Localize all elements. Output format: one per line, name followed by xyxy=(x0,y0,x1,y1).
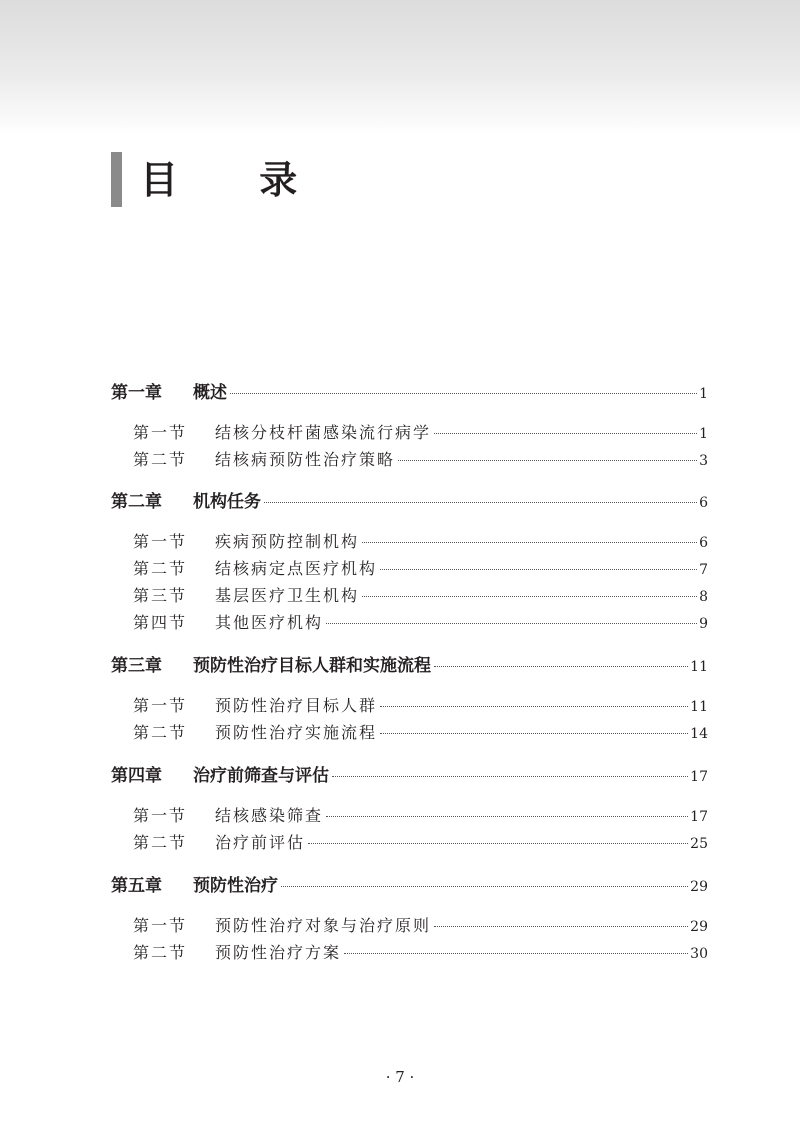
section-page: 25 xyxy=(690,836,708,852)
section-title: 结核病预防性治疗策略 xyxy=(215,450,396,469)
toc-section[interactable] xyxy=(133,420,708,443)
toc-chapter[interactable] xyxy=(111,651,708,676)
section-title: 基层医疗卫生机构 xyxy=(215,586,360,605)
section-page: 3 xyxy=(699,453,708,469)
chapter-label: 第三章 xyxy=(111,656,162,676)
section-title: 预防性治疗对象与治疗原则 xyxy=(215,916,432,935)
leader-dots xyxy=(326,816,688,817)
leader-dots xyxy=(362,596,697,597)
section-label: 第二节 xyxy=(133,833,188,852)
leader-dots xyxy=(326,623,697,624)
toc-section[interactable] xyxy=(133,583,708,606)
toc-section[interactable] xyxy=(133,447,708,470)
leader-dots xyxy=(380,706,688,707)
leader-dots xyxy=(434,666,688,667)
chapter-page: 6 xyxy=(699,495,708,511)
section-title: 预防性治疗实施流程 xyxy=(215,723,378,742)
section-page: 14 xyxy=(690,726,708,742)
section-label: 第三节 xyxy=(133,586,188,605)
toc-section[interactable] xyxy=(133,556,708,579)
leader-dots xyxy=(332,776,688,777)
section-title: 疾病预防控制机构 xyxy=(215,532,360,551)
leader-dots xyxy=(398,460,697,461)
section-label: 第二节 xyxy=(133,450,188,469)
chapter-page: 11 xyxy=(690,659,708,675)
leader-dots xyxy=(281,886,688,887)
chapter-title: 预防性治疗 xyxy=(193,876,278,896)
chapter-page: 29 xyxy=(690,879,708,895)
section-page: 8 xyxy=(699,589,708,605)
chapter-page: 1 xyxy=(699,386,708,402)
section-label: 第二节 xyxy=(133,559,188,578)
chapter-page: 17 xyxy=(690,769,708,785)
toc-chapter[interactable] xyxy=(111,871,708,896)
section-page: 11 xyxy=(690,699,708,715)
section-label: 第一节 xyxy=(133,423,188,442)
section-title: 治疗前评估 xyxy=(215,833,306,852)
chapter-title: 预防性治疗目标人群和实施流程 xyxy=(193,656,431,676)
leader-dots xyxy=(434,433,697,434)
toc-chapter[interactable] xyxy=(111,487,708,512)
section-page: 9 xyxy=(699,616,708,632)
leader-dots xyxy=(434,926,688,927)
toc-chapter[interactable] xyxy=(111,761,708,786)
toc-section[interactable] xyxy=(133,610,708,633)
page-number: · 7 · xyxy=(385,1068,415,1086)
section-label: 第二节 xyxy=(133,943,188,962)
leader-dots xyxy=(264,502,697,503)
toc-section[interactable] xyxy=(133,693,708,716)
leader-dots xyxy=(380,733,688,734)
chapter-title: 治疗前筛查与评估 xyxy=(193,766,329,786)
section-page: 7 xyxy=(699,562,708,578)
toc-section[interactable] xyxy=(133,803,708,826)
toc-section[interactable] xyxy=(133,913,708,936)
chapter-title: 概述 xyxy=(193,383,227,403)
section-title: 其他医疗机构 xyxy=(215,613,324,632)
toc-section[interactable] xyxy=(133,830,708,853)
section-page: 30 xyxy=(690,946,708,962)
page-title: 目 录 xyxy=(140,158,332,202)
section-title: 结核分枝杆菌感染流行病学 xyxy=(215,423,432,442)
section-label: 第一节 xyxy=(133,916,188,935)
section-title: 预防性治疗方案 xyxy=(215,943,342,962)
section-label: 第四节 xyxy=(133,613,188,632)
section-page: 17 xyxy=(690,809,708,825)
chapter-label: 第四章 xyxy=(111,766,162,786)
section-title: 结核病定点医疗机构 xyxy=(215,559,378,578)
toc-chapter[interactable] xyxy=(111,378,708,403)
chapter-label: 第二章 xyxy=(111,492,162,512)
chapter-title: 机构任务 xyxy=(193,492,261,512)
leader-dots xyxy=(308,843,688,844)
leader-dots xyxy=(344,953,688,954)
toc-section[interactable] xyxy=(133,720,708,743)
leader-dots xyxy=(362,542,697,543)
section-page: 29 xyxy=(690,919,708,935)
toc-section[interactable] xyxy=(133,940,708,963)
section-title: 预防性治疗目标人群 xyxy=(215,696,378,715)
section-label: 第二节 xyxy=(133,723,188,742)
section-label: 第一节 xyxy=(133,532,188,551)
section-page: 6 xyxy=(699,535,708,551)
chapter-label: 第一章 xyxy=(111,383,162,403)
chapter-label: 第五章 xyxy=(111,876,162,896)
section-title: 结核感染筛查 xyxy=(215,806,324,825)
leader-dots xyxy=(230,393,697,394)
section-label: 第一节 xyxy=(133,696,188,715)
section-page: 1 xyxy=(699,426,708,442)
leader-dots xyxy=(380,569,697,570)
toc-section[interactable] xyxy=(133,529,708,552)
section-label: 第一节 xyxy=(133,806,188,825)
